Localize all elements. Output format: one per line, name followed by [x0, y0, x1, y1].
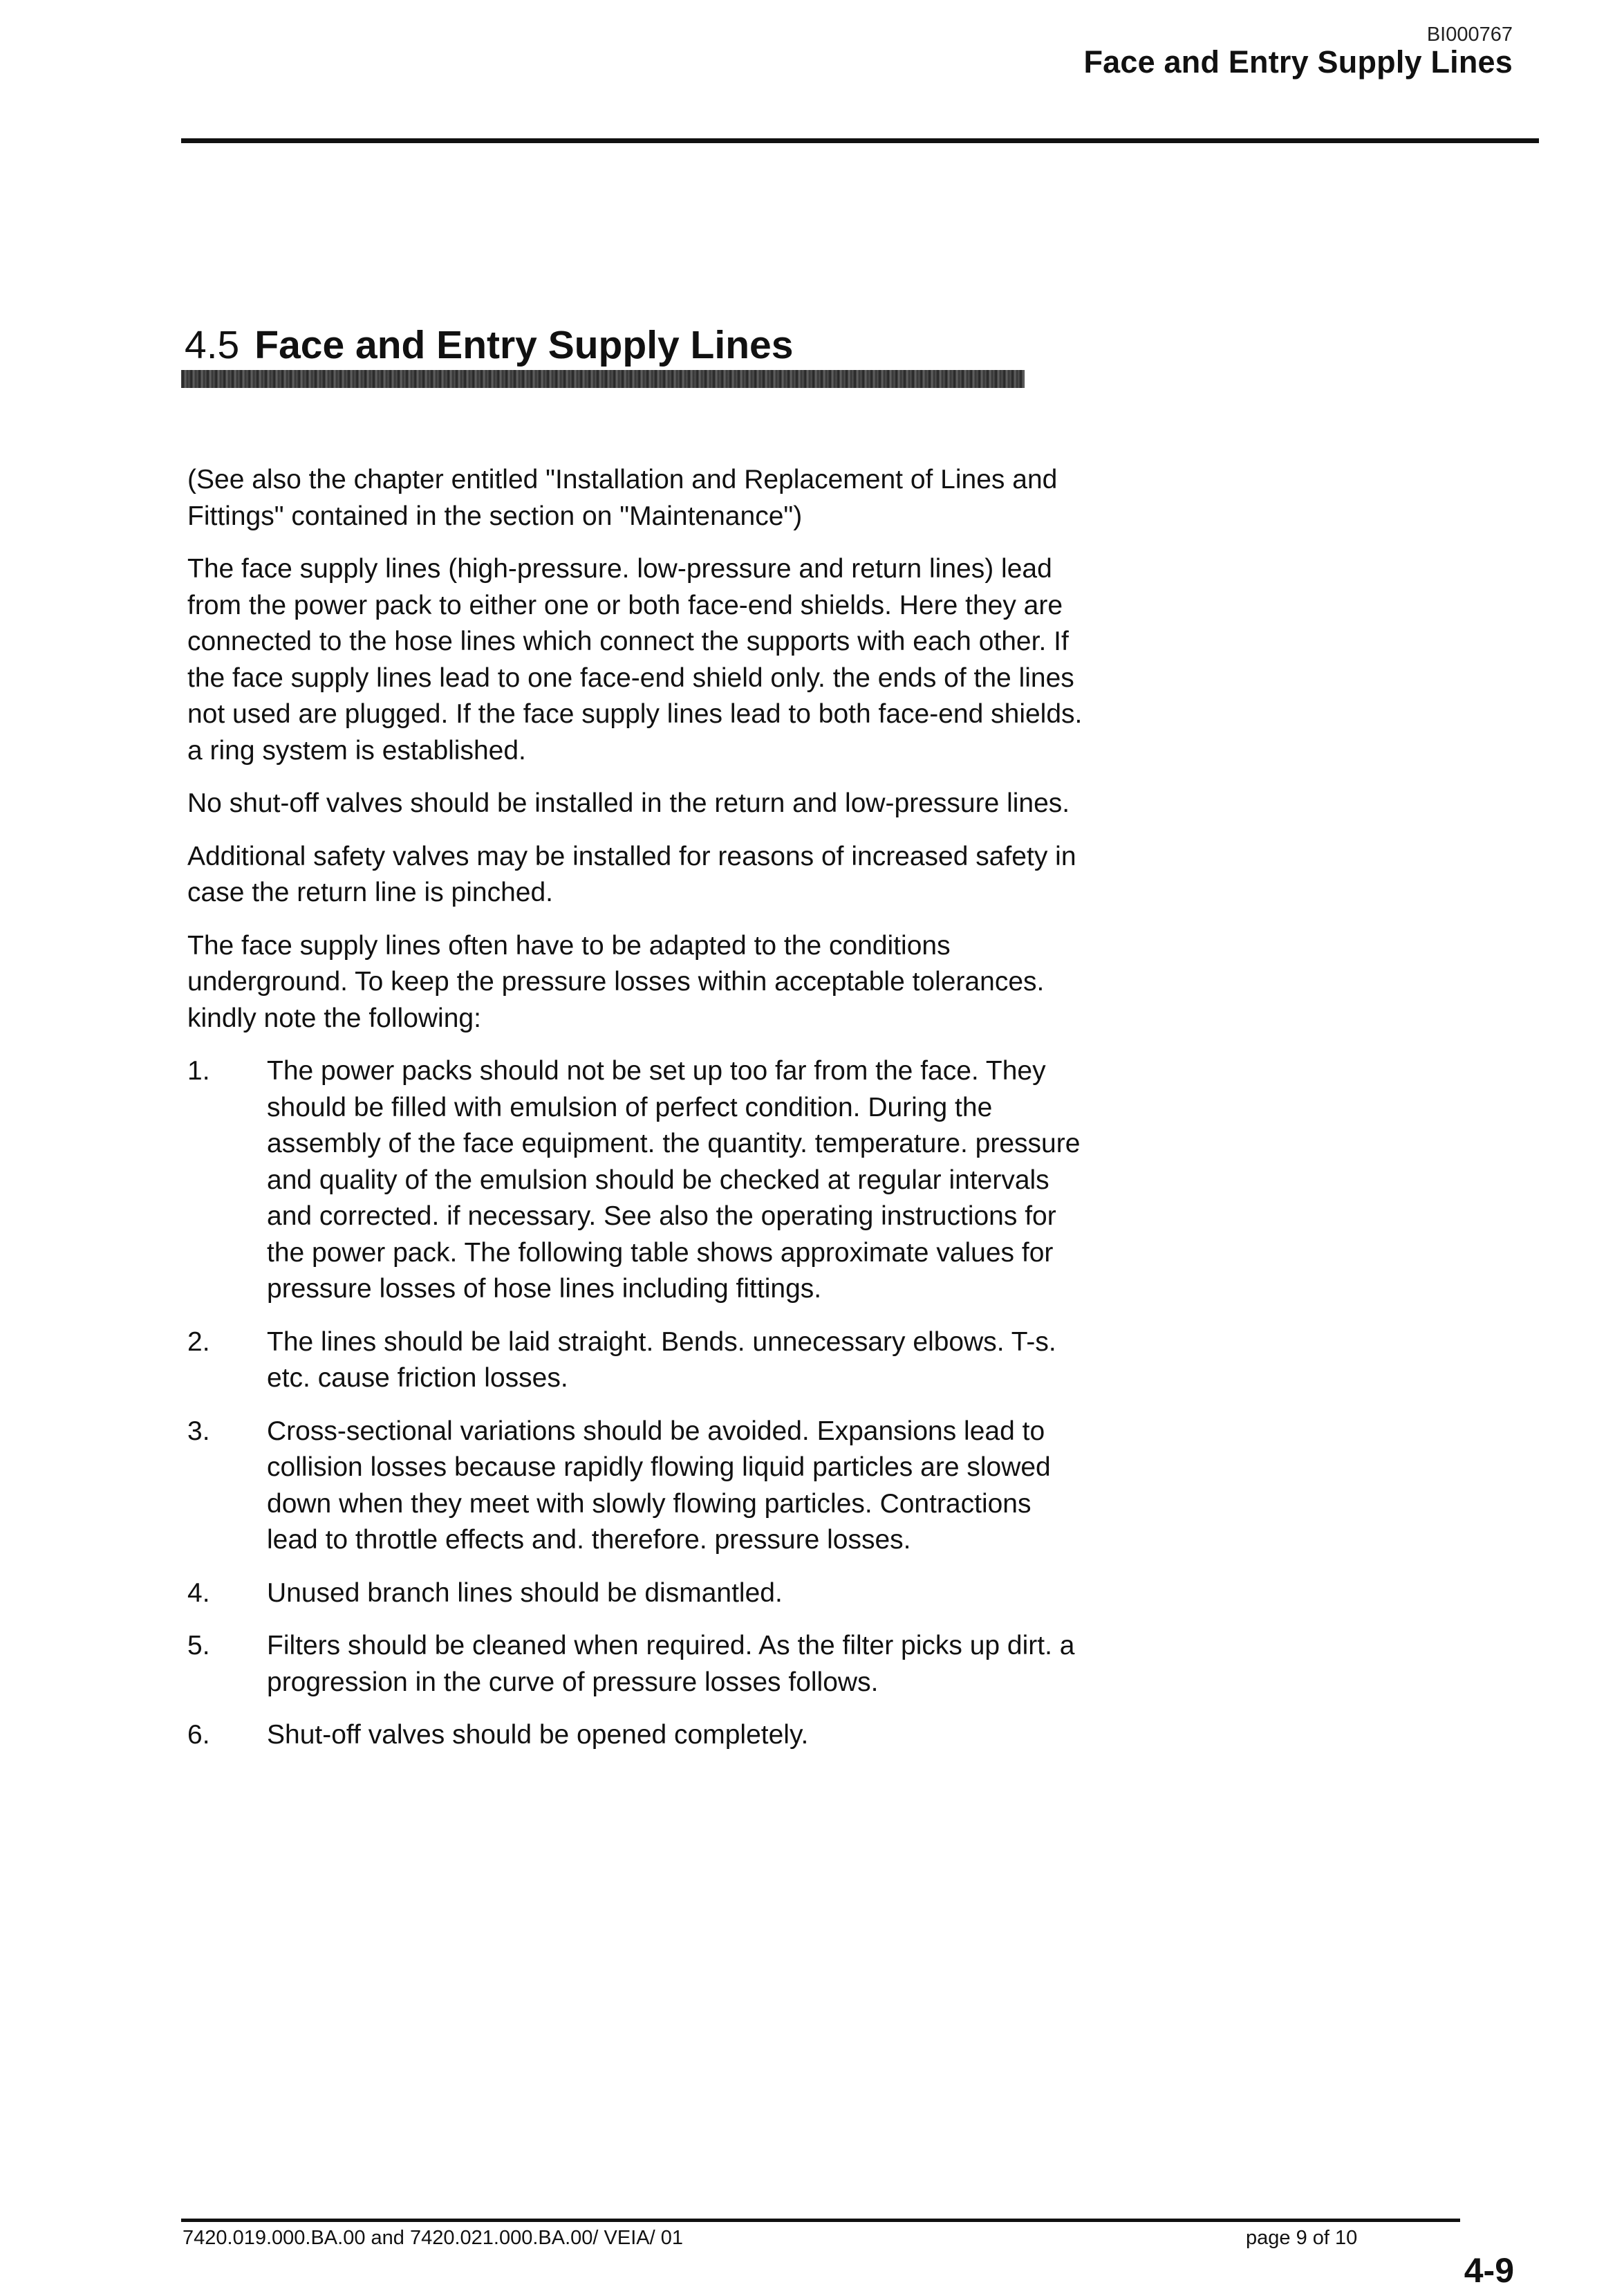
list-item-text: Shut-off valves should be opened completely. [267, 1720, 809, 1750]
footer-page-of: page 9 of 10 [1246, 2227, 1358, 2249]
paragraph: Additional safety valves may be installed for reasons of increased safety in case the return line is pinched. [187, 841, 1076, 907]
list-item-text: The power packs should not be set up too far from the face. They should be filled with emulsion of perfect condition. During the assembly of the face equipment. the quantity. temperature. pressure and quality of the emulsion should be checked at regular intervals and corrected. if necessary. See also the operating instructions for the power pack. The following table shows approximate values for pressure losses of hose lines including fittings. [267, 1056, 1081, 1304]
body-text [187, 462, 1086, 1770]
list-item [187, 1628, 1086, 1701]
list-item [187, 1575, 1086, 1612]
list-item-number: 4. [187, 1577, 210, 1608]
paragraph: No shut-off valves should be installed in the return and low-pressure lines. [187, 788, 1070, 818]
heading-bar [181, 370, 1025, 388]
list-item [187, 1053, 1086, 1308]
section-number: 4.5 [185, 323, 240, 367]
list-item-text: Unused branch lines should be dismantled. [267, 1577, 783, 1608]
list-item-number: 2. [187, 1326, 210, 1357]
numbered-list [187, 1053, 1086, 1754]
paragraph: The face supply lines (high-pressure. low-pressure and return lines) lead from the power pack to either one or both face-end shields. Here they are connected to the hose lines which connect the supports with each other. If the face supply lines lead to one face-end shield only. the ends of the lines not used are plugged. If the face supply lines lead to both face-end shields. a ring system is established. [187, 554, 1083, 766]
bottom-rule [181, 2219, 1460, 2222]
top-rule [181, 138, 1539, 143]
paragraph: The face supply lines often have to be adapted to the conditions underground. To keep the pressure losses within acceptable tolerances. kindly note the following: [187, 930, 1045, 1033]
list-item-number: 1. [187, 1056, 210, 1086]
list-item [187, 1414, 1086, 1559]
list-item-number: 5. [187, 1631, 210, 1660]
section-heading [185, 322, 793, 368]
section-title: Face and Entry Supply Lines [254, 323, 794, 367]
list-item [187, 1717, 1086, 1754]
list-item-number: 3. [187, 1416, 210, 1446]
list-item-text: The lines should be laid straight. Bends. unnecessary elbows. T-s. etc. cause friction losses. [267, 1326, 1056, 1393]
page-tag: 4-9 [1464, 2251, 1514, 2290]
list-item [187, 1324, 1086, 1397]
footer-doc-ref: 7420.019.000.BA.00 and 7420.021.000.BA.00/ VEIA/ 01 [183, 2227, 683, 2249]
list-item-text: Filters should be cleaned when required. As the filter picks up dirt. a progression in the curve of pressure losses follows. [267, 1631, 1075, 1697]
running-title: Face and Entry Supply Lines [1083, 44, 1513, 80]
doc-id: BI000767 [1426, 24, 1513, 46]
list-item-number: 6. [187, 1720, 210, 1750]
list-item-text: Cross-sectional variations should be avoided. Expansions lead to collision losses because rapidly flowing liquid particles are slowed down when they meet with slowly flowing particles. Contractions lead to throttle effects and. therefore. pressure losses. [267, 1416, 1051, 1555]
paragraph: (See also the chapter entitled "Installation and Replacement of Lines and Fittings" contained in the section on "Maintenance") [187, 465, 1058, 531]
